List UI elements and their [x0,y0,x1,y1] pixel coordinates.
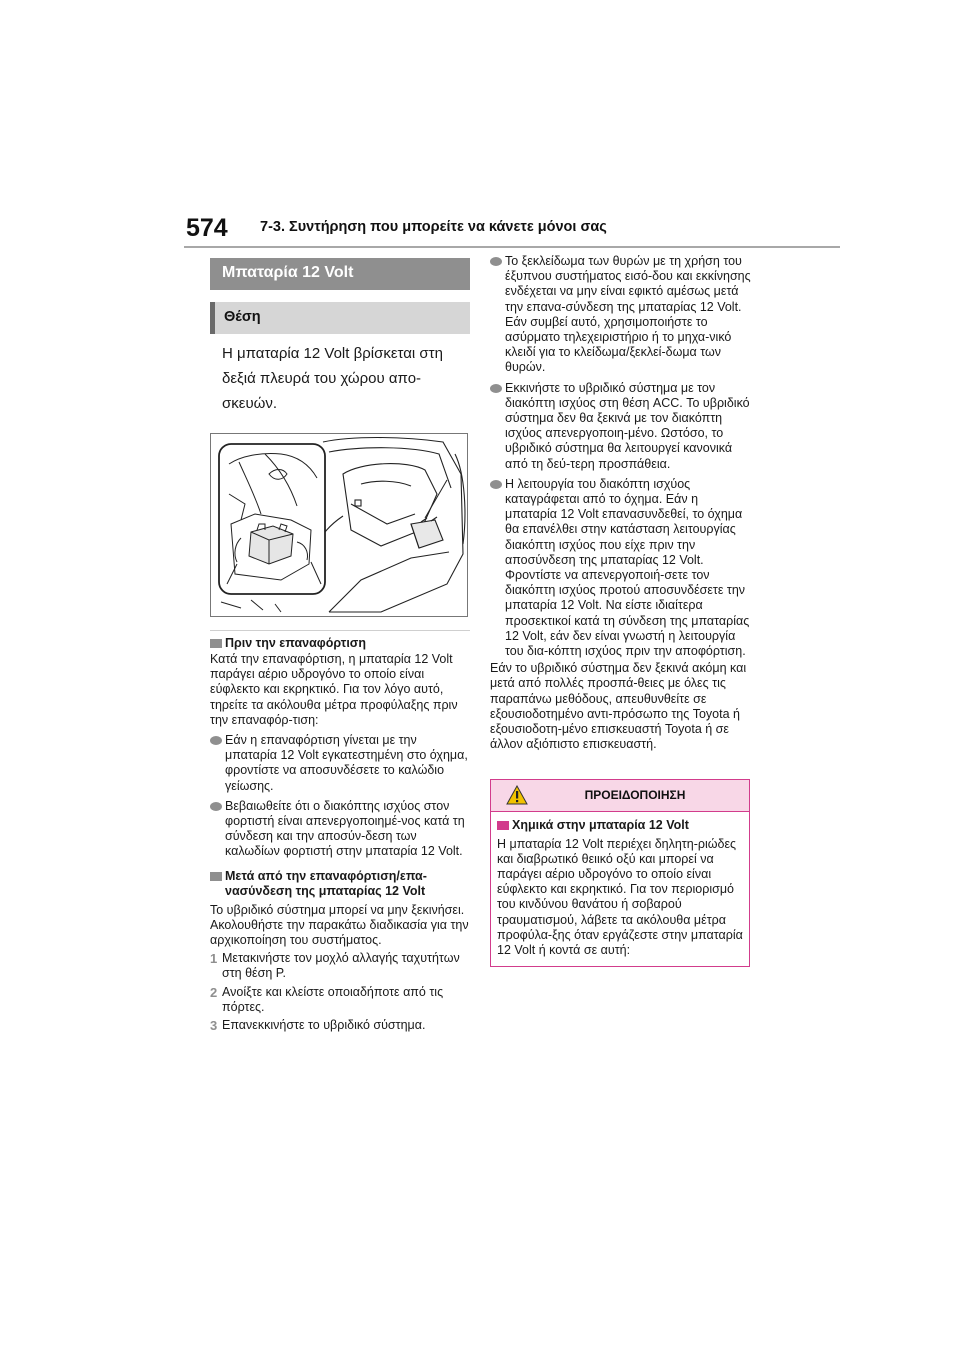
bullet-text: Βεβαιωθείτε ότι ο διακόπτης ισχύος στον φορτιστή είναι απενεργοποιημέ-νος κατά τη σύνδεση και την αποσύν-δεση των καλωδίων φορτιστή στην μπαταρία 12 Volt. [225,798,465,859]
after-text: Το υβριδικό σύστημα μπορεί να μην ξεκινήσει. Ακολουθήστε την παρακάτω διαδικασία για την αρχικοποίηση του συστήματος. [210,902,469,948]
bullet-dot-icon [490,480,502,489]
bullet-text: Εκκινήστε το υβριδικό σύστημα με τον διακόπτη ισχύος στη θέση ACC. Το υβριδικό σύστημα δεν θα ξεκινά με τον διακόπτη ισχύος απενεργοποιη-μένο. Ωστόσο, το υβριδικό σύστημα θα λειτουργεί κανονικά από τη δεύ-τερη προσπάθεια. [505,380,750,471]
bullet-dot-icon [210,802,222,811]
section-divider [210,630,470,631]
step-number: 1 [210,951,218,967]
list-item [490,477,752,659]
step-number: 2 [210,984,218,1000]
warning-header [491,780,749,812]
step-text: Μετακινήστε τον μοχλό αλλαγής ταχυτήτων στη θέση P. [222,951,460,981]
list-item [210,733,470,794]
section-title: Μπαταρία 12 Volt [210,258,470,290]
right-column [490,254,752,967]
left-column [210,258,470,1033]
bullet-dot-icon [490,257,502,266]
list-item [210,799,470,860]
bullet-text: Το ξεκλείδωμα των θυρών με τη χρήση του έξυπνου συστήματος εισό-δου και εκκίνησης ενδέχεται να μην είναι εφικτό αμέσως μετά την επανα-σύνδεση της μπαταρίας 12 Volt. Εάν συμβεί αυτό, χρησιμοποιήστε το ασύρματο τηλεχειριστήριο ή το μηχα-νικό κλειδί για το κλείδωμα/ξεκλεί-δωμα των θυρών. [505,254,751,375]
after-heading-text: Μετά από την επαναφόρτιση/επα-νασύνδεση της μπαταρίας 12 Volt [225,868,427,898]
subsection-title: Θέση [210,302,470,334]
page-header [184,212,844,248]
square-marker-icon [210,639,222,648]
list-item [490,381,752,472]
warning-heading-text: Χημικά στην μπαταρία 12 Volt [512,817,689,832]
square-marker-icon [210,872,222,881]
warning-heading [497,818,743,833]
header-rule [184,246,840,248]
square-marker-icon [497,821,509,830]
step-text: Επανεκκινήστε το υβριδικό σύστημα. [222,1018,426,1033]
bullet-dot-icon [210,736,222,745]
warning-box [490,779,750,968]
battery-location-figure [210,433,468,617]
bullet-dot-icon [490,384,502,393]
warning-text: Η μπαταρία 12 Volt περιέχει δηλητη-ριώδες και διαβρωτικό θειικό οξύ και μπορεί να παράγει αέριο υδρογόνο το οποίο είναι εύφλεκτο και εκρηκτικό. Για τον περιορισμό του κινδύνου θανάτου ή σοβαρού τραυματισμού, λάβετε τα ακόλουθα μέτρα προφύλα-ξης όταν εργάζεστε στην μπαταρία 12 Volt ή κοντά σε αυτή: [497,836,743,957]
trunk-illustration [211,434,468,617]
warning-title: ΠΡΟΕΙΔΟΠΟΙΗΣΗ [584,787,686,802]
closing-text: Εάν το υβριδικό σύστημα δεν ξεκινά ακόμη και μετά από πολλές προσπά-θειες με όλες τις παραπάνω μεθόδους, απευθυνθείτε σε εξουσιοδοτημένο αντι-πρόσωπο της Toyota ή εξουσιοδοτη-μένο επισκευαστή Toyota ή σε άλλον αξιόπιστο επισκευαστή. [490,661,747,752]
step-item [210,1018,470,1033]
bullet-text: Η λειτουργία του διακόπτη ισχύος καταγράφεται από το όχημα. Εάν η μπαταρία 12 Volt επανασυνδεθεί, το όχημα θα επανέλθει στην κατάσταση λειτουργίας διακόπτη ισχύος που είχε πριν την αποσύνδεση της μπαταρίας 12 Volt. Φροντίστε να απενεργοποιή-σετε τον διακόπτη ισχύος προτού αποσυνδέσετε την μπαταρία 12 Volt. Να είστε ιδιαίτερα προσεκτικοί κατά τη σύνδεση της μπαταρίας 12 Volt, εάν δεν είναι γνωστή η λειτουργία του δια-κόπτη ισχύος πριν την αποφόρτιση. [505,476,750,659]
after-heading [210,869,470,899]
step-text: Ανοίξτε και κλείστε οποιαδήποτε από τις πόρτες. [222,984,444,1014]
list-item [490,254,752,376]
charging-heading [210,636,470,651]
step-number: 3 [210,1018,218,1034]
charging-heading-text: Πριν την επαναφόρτιση [225,636,366,650]
charging-text: Κατά την επαναφόρτιση, η μπαταρία 12 Volt παράγει αέριο υδρογόνο το οποίο είναι εύφλεκτο και εκρηκτικό. Για τον λόγο αυτό, τηρείτε τα ακόλουθα μέτρα προφύλαξης πριν την επαναφόρ-τιση: [210,652,458,727]
warning-body [491,818,749,959]
step-item [210,985,470,1015]
chapter-title: 7-3. Συντήρηση που μπορείτε να κάνετε μόνοι σας [260,219,607,235]
page-number: 574 [186,214,228,242]
bullet-text: Εάν η επαναφόρτιση γίνεται με την μπαταρία 12 Volt εγκατεστημένη στο όχημα, φροντίστε να αποσυνδέσετε το καλώδιο γείωσης. [225,733,468,793]
step-item [210,951,470,981]
intro-text: Η μπαταρία 12 Volt βρίσκεται στη δεξιά πλευρά του χώρου απο-σκευών. [222,345,443,412]
